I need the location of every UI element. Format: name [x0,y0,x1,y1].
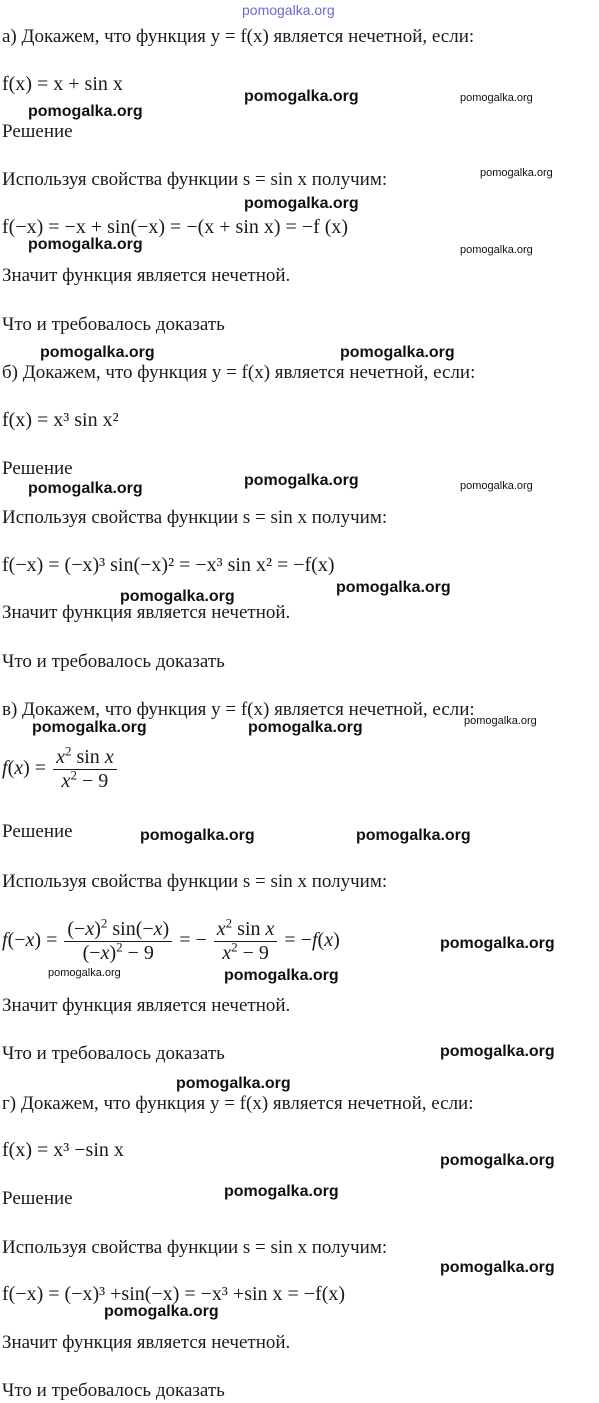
watermark: pomogalka.org [28,480,143,497]
conclusion-text: Значит функция является нечетной. [2,265,291,286]
intro-text: Используя свойства функции s = sin x получим: [2,507,388,528]
conclusion-text: Значит функция является нечетной. [2,995,291,1016]
watermark: pomogalka.org [244,472,359,489]
fraction-denominator: $x^2 - 9$ [61,767,109,792]
watermark: pomogalka.org [40,344,155,361]
fraction-numerator: $x^2$ sin x [53,746,117,770]
proof-c: f(−x) = $\frac{(-x)^2 \sin(-x)}{(-x)^2 - 9}$ = − $\frac{x^2 \sin x}{x^2 - 9}$ = −f(x) [2,915,340,964]
watermark: pomogalka.org [32,719,147,736]
conclusion-text: Значит функция является нечетной. [2,602,291,623]
given-c-lhs: f(x) = [2,757,47,780]
solution-label: Решение [2,458,73,479]
watermark: pomogalka.org [440,935,555,952]
watermark: pomogalka.org [460,480,533,492]
proof-c-fraction-2: $\frac{x^2 \sin x}{x^2 - 9}$ [214,918,278,965]
proof-b: f(−x) = (−x)³ sin(−x)² = −x³ sin x² = −f(x) [2,554,335,576]
conclusion-text: Значит функция является нечетной. [2,1332,291,1353]
qed-text: Что и требовалось доказать [2,1380,225,1401]
watermark: pomogalka.org [480,167,553,179]
watermark: pomogalka.org [336,579,451,596]
qed-text: Что и требовалось доказать [2,1043,225,1064]
watermark: pomogalka.org [244,88,359,105]
intro-text: Используя свойства функции s = sin x получим: [2,169,388,190]
watermark: pomogalka.org [224,967,339,984]
watermark: pomogalka.org [140,827,255,844]
watermark: pomogalka.org [440,1152,555,1169]
watermark: pomogalka.org [104,1303,219,1320]
given-a: f(x) = x + sin x [2,73,123,95]
watermark: pomogalka.org [248,719,363,736]
watermark: pomogalka.org [356,827,471,844]
watermark: pomogalka.org [224,1183,339,1200]
watermark: pomogalka.org [28,236,143,253]
given-c [2,743,119,793]
proof-a: f(−x) = −x + sin(−x) = −(x + sin x) = −f (x) [2,216,349,238]
statement-b: б) Докажем, что функция y = f(x) является нечетной, если: [2,362,476,383]
watermark: pomogalka.org [460,244,533,256]
watermark: pomogalka.org [48,967,121,979]
watermark: pomogalka.org [120,588,235,605]
watermark: pomogalka.org [464,715,537,727]
watermark: pomogalka.org [176,1075,291,1092]
proof-c-fraction-1: $\frac{(-x)^2 \sin(-x)}{(-x)^2 - 9}$ [64,918,172,965]
given-c-fraction [53,743,117,793]
intro-text: Используя свойства функции s = sin x получим: [2,871,388,892]
statement-a: а) Докажем, что функция y = f(x) является нечетной, если: [2,26,475,47]
intro-text: Используя свойства функции s = sin x получим: [2,1237,388,1258]
qed-text: Что и требовалось доказать [2,651,225,672]
watermark: pomogalka.org [460,92,533,104]
watermark: pomogalka.org [440,1043,555,1060]
qed-text: Что и требовалось доказать [2,314,225,335]
watermark: pomogalka.org [244,195,359,212]
statement-c: в) Докажем, что функция y = f(x) является нечетной, если: [2,699,475,720]
given-b: f(x) = x³ sin x² [2,409,119,431]
watermark: pomogalka.org [340,344,455,361]
watermark: pomogalka.org [440,1259,555,1276]
watermark: pomogalka.org [242,2,335,18]
solution-label: Решение [2,121,73,142]
statement-d: г) Докажем, что функция y = f(x) является нечетной, если: [2,1093,474,1114]
proof-d: f(−x) = (−x)³ +sin(−x) = −x³ +sin x = −f(x) [2,1283,346,1305]
solution-label: Решение [2,821,73,842]
solution-label: Решение [2,1188,73,1209]
watermark: pomogalka.org [28,103,143,120]
given-d: f(x) = x³ −sin x [2,1139,124,1161]
